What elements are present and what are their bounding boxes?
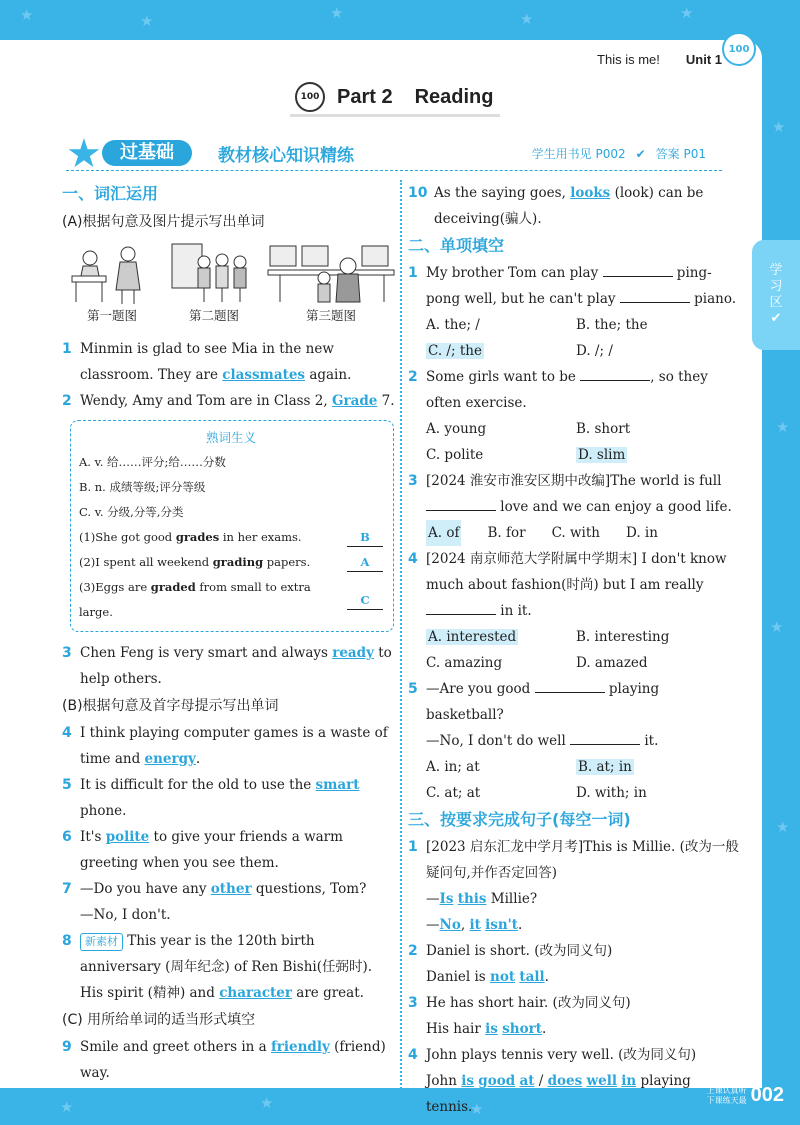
banner-label: 过基础 [102, 140, 192, 166]
question-text: are great. [292, 985, 364, 1001]
question-text: to give your friends a warm greeting when you see them. [80, 829, 343, 871]
question-text: This is Millie. (改为一般疑问句,并作否定回答) [426, 839, 739, 881]
answer-text: this [457, 891, 487, 907]
options [426, 754, 740, 806]
question-text: —Are you good [426, 681, 535, 697]
students-illustration [164, 240, 264, 306]
answer-text: at [519, 1073, 535, 1089]
option-c-correct: C. /; the [428, 343, 482, 359]
blank-line [570, 729, 640, 745]
question-item [62, 640, 396, 692]
word-meaning-box [70, 420, 394, 632]
box-sentence [79, 525, 383, 550]
question-text: Millie? [486, 891, 538, 907]
part-heading: Reading [414, 85, 494, 108]
question-number: 8 [62, 933, 72, 949]
brand-logo: 100 [722, 32, 756, 66]
answer-text: isn't [485, 917, 519, 933]
sentence-text: from small to extra large. [79, 580, 311, 619]
question-text: As the saying goes, [434, 185, 571, 201]
question-text: —No, I don't do well [426, 733, 571, 749]
question-text: —Do you have any [80, 881, 211, 897]
option-b-correct: B. at; in [578, 759, 632, 775]
right-column [408, 180, 740, 1120]
answer-text: is [485, 1021, 498, 1037]
mc-question [408, 546, 740, 676]
picture-caption: 第二题图 [188, 308, 239, 323]
option-d-correct: D. slim [578, 447, 626, 463]
sentence-text: (3)Eggs are [79, 580, 151, 594]
picture-caption: 第一题图 [86, 308, 137, 323]
answer-text: it [469, 917, 481, 933]
sentence-text: in her exams. [219, 530, 302, 544]
answer-text: ready [332, 645, 374, 661]
bg-star-icon: ★ [776, 418, 790, 436]
option-d: D. in [626, 525, 658, 541]
bg-star-icon: ★ [776, 818, 790, 836]
question-text: (look) can be deceiving(骗人). [434, 185, 704, 227]
options [426, 624, 740, 676]
question-text: . [195, 751, 201, 767]
bg-star-icon: ★ [330, 4, 344, 22]
answer-text: energy [144, 751, 196, 767]
part-label: Part 2 [337, 85, 393, 108]
bg-star-icon: ★ [20, 6, 34, 24]
question-item [62, 876, 396, 928]
picture-1 [62, 240, 162, 336]
slogan-line: 下课练天最 [706, 1095, 747, 1105]
question-item [62, 388, 396, 414]
options [426, 520, 740, 546]
tab-char: 学 [769, 263, 783, 278]
question-text: This year is the 120th birth anniversary (周年纪念) of Ren Bishi(任弼时). His spirit (精神) and [80, 933, 373, 1001]
option-a: A. young [426, 421, 487, 437]
computer-room-illustration [266, 240, 396, 306]
box-title: 熟词生义 [205, 430, 256, 445]
page-number [707, 1084, 784, 1107]
keyword: graded [150, 580, 196, 594]
new-material-tag: 新素材 [80, 933, 123, 951]
answer-text: No [439, 917, 461, 933]
answer-text: Grade [331, 393, 378, 409]
subsection-heading: (B)根据句意及首字母提示写出单词 [62, 698, 279, 714]
sentence-question: 2 Daniel is short. (改为同义句) Daniel is not tall. [408, 938, 740, 990]
question-text: piano. [689, 291, 737, 307]
question-item [62, 772, 396, 824]
definition-b: B. n. 成绩等级;评分等级 [79, 480, 206, 494]
section-banner [66, 131, 722, 177]
question-text: Minmin is glad to see Mia in the new classroom. They are [80, 341, 334, 383]
question-text: The world is full [610, 473, 722, 489]
title-underline [290, 114, 500, 117]
blank-line [535, 677, 605, 693]
part-badge-icon: 100 [295, 82, 325, 112]
answer-ref: 答案 P01 [655, 147, 706, 161]
bg-star-icon: ★ [772, 118, 786, 136]
study-area-tab[interactable] [752, 240, 800, 350]
blank-line [603, 261, 673, 277]
question-text: playing tennis. [426, 1073, 691, 1115]
blank-line [580, 365, 650, 381]
option-a-correct: A. of [426, 520, 461, 546]
question-text: (friend) way. [80, 1039, 386, 1081]
slogan-line: 上课认真听 [706, 1085, 747, 1095]
option-d: D. /; / [576, 343, 613, 359]
unit-label: Unit 1 [685, 52, 722, 67]
question-source: [2024 淮安市淮安区期中改编] [426, 473, 611, 489]
sentence-question: 4 John plays tennis very well. (改为同义句) John is good at / does well in playing tennis. [408, 1042, 740, 1120]
box-sentence [79, 550, 383, 575]
part-title [295, 82, 494, 112]
answer-text: in [621, 1073, 637, 1089]
answer-text: good [478, 1073, 516, 1089]
option-c: C. polite [426, 447, 484, 463]
answer-text: other [210, 881, 252, 897]
question-source: [2023 启东汇龙中学月考] [426, 839, 584, 855]
question-number: 7 [62, 881, 72, 897]
option-a: A. in; at [426, 759, 480, 775]
question-item [62, 336, 396, 388]
box-answer: A [347, 553, 383, 572]
question-number: 1 [408, 839, 418, 855]
question-text: Chen Feng is very smart and always [80, 645, 333, 661]
sentence-text: papers. [263, 555, 311, 569]
sentence-text: (1)She got good [79, 530, 176, 544]
question-text: ping-pong well, but he can't play [426, 265, 712, 307]
sentence-question: 1 [2023 启东汇龙中学月考]This is Millie. (改为一般疑问句,并作否定回答) —Is this Millie? —No, it isn't. [408, 834, 740, 938]
question-item [62, 928, 396, 1006]
answer-text: not [490, 969, 516, 985]
answer-text: character [219, 985, 292, 1001]
answer-text: short [502, 1021, 542, 1037]
question-number: 2 [408, 369, 418, 385]
definition-a: A. v. 给……评分;给……分数 [79, 455, 226, 469]
section-heading: 三、按要求完成句子(每空一词) [408, 810, 631, 829]
question-number: 4 [408, 1047, 418, 1063]
bg-star-icon: ★ [680, 4, 694, 22]
question-text: —No, I don't. [80, 907, 171, 923]
question-number: 4 [62, 725, 72, 741]
option-a-correct: A. interested [428, 629, 517, 645]
keyword: grades [175, 530, 220, 544]
left-column [62, 180, 396, 1086]
question-item [62, 1034, 396, 1086]
mc-question [408, 260, 740, 364]
question-item [62, 824, 396, 876]
picture-2 [164, 240, 264, 336]
option-c: C. amazing [426, 655, 503, 671]
question-text: Daniel is [426, 969, 491, 985]
question-text: Wendy, Amy and Tom are in Class 2, [80, 393, 332, 409]
sentence-text: (2)I spent all weekend [79, 555, 213, 569]
question-text: 7. [377, 393, 395, 409]
options [426, 312, 740, 364]
question-number: 2 [408, 943, 418, 959]
bg-star-icon: ★ [520, 10, 534, 28]
options [426, 416, 740, 468]
classroom-illustration [62, 240, 162, 306]
question-item [62, 720, 396, 772]
bg-star-icon: ★ [140, 12, 154, 30]
blank-line [426, 495, 496, 511]
answer-text: well [586, 1073, 617, 1089]
column-divider [400, 180, 402, 1100]
question-text: , so they often exercise. [426, 369, 708, 411]
option-b: B. short [576, 421, 631, 437]
banner-subtitle: 教材核心知识精练 [218, 146, 354, 166]
question-text: John [426, 1073, 462, 1089]
question-text: It's [80, 829, 106, 845]
mc-question [408, 468, 740, 546]
question-number: 5 [408, 681, 418, 697]
box-sentence [79, 575, 383, 625]
question-text: phone. [80, 803, 127, 819]
answer-text: looks [570, 185, 611, 201]
tab-char: 习 [769, 279, 783, 294]
question-text: His hair [426, 1021, 486, 1037]
question-text: He has short hair. (改为同义句) [426, 995, 631, 1011]
question-item [408, 180, 740, 232]
check-icon: ✔ [770, 311, 782, 326]
answer-text: friendly [270, 1039, 330, 1055]
answer-text: polite [105, 829, 150, 845]
box-answer: C [347, 591, 383, 610]
option-d: D. amazed [576, 655, 648, 671]
question-number: 3 [408, 473, 418, 489]
question-text: Daniel is short. (改为同义句) [426, 943, 613, 959]
bg-star-icon: ★ [470, 1100, 484, 1118]
question-text: It is difficult for the old to use the [80, 777, 316, 793]
question-text: it. [640, 733, 659, 749]
question-text: playing basketball? [426, 681, 660, 723]
book-ref: 学生用书见 P002 [531, 147, 626, 161]
subsection-heading: (A)根据句意及图片提示写出单词 [62, 214, 265, 230]
lesson-title: This is me! [597, 52, 660, 67]
question-number: 9 [62, 1039, 72, 1055]
section-heading: 二、单项填空 [408, 236, 505, 255]
dashed-divider [66, 170, 722, 171]
option-c: C. at; at [426, 785, 481, 801]
tab-char: 区 [769, 295, 783, 310]
question-number: 3 [62, 645, 72, 661]
question-number: 1 [408, 265, 418, 281]
subsection-heading: (C) 用所给单词的适当形式填空 [62, 1012, 256, 1028]
mc-question [408, 676, 740, 806]
mc-question [408, 364, 740, 468]
picture-caption: 第三题图 [305, 308, 356, 323]
question-text: John plays tennis very well. (改为同义句) [426, 1047, 697, 1063]
blank-line [426, 599, 496, 615]
answer-text: does [547, 1073, 583, 1089]
option-b: B. the; the [576, 317, 648, 333]
question-number: 4 [408, 551, 418, 567]
picture-row [62, 240, 396, 336]
option-d: D. with; in [576, 785, 647, 801]
option-b: B. for [487, 525, 526, 541]
picture-3 [266, 240, 396, 336]
question-text: Some girls want to be [426, 369, 581, 385]
question-number: 10 [408, 185, 428, 201]
question-source: [2024 南京师范大学附属中学期末] [426, 551, 638, 567]
question-number: 3 [408, 995, 418, 1011]
question-text: again. [305, 367, 352, 383]
question-number: 1 [62, 341, 72, 357]
question-text: Smile and greet others in a [80, 1039, 271, 1055]
option-b: B. interesting [576, 629, 670, 645]
answer-text: tall [519, 969, 545, 985]
blank-line [620, 287, 690, 303]
question-text: questions, Tom? [251, 881, 367, 897]
banner-refs [532, 145, 706, 162]
answer-text: smart [315, 777, 360, 793]
check-icon: ✔ [635, 147, 646, 161]
section-heading: 一、词汇运用 [62, 184, 159, 203]
keyword: grading [212, 555, 264, 569]
bg-star-icon: ★ [770, 618, 784, 636]
answer-text: is [461, 1073, 474, 1089]
answer-text: Is [439, 891, 454, 907]
box-answer: B [347, 528, 383, 547]
question-number: 6 [62, 829, 72, 845]
bg-star-icon: ★ [60, 1098, 74, 1116]
sentence-question: 3 He has short hair. (改为同义句) His hair is short. [408, 990, 740, 1042]
bg-star-icon: ★ [260, 1094, 274, 1112]
question-text: to help others. [80, 645, 392, 687]
page-header [597, 52, 722, 67]
question-number: 5 [62, 777, 72, 793]
definition-c: C. v. 分级,分等,分类 [79, 505, 184, 519]
question-number: 2 [62, 393, 72, 409]
answer-text: classmates [222, 367, 306, 383]
question-text: I think playing computer games is a waste of time and [80, 725, 388, 767]
question-text: I don't know much about fashion(时尚) but I am really [426, 551, 727, 593]
option-c: C. with [551, 525, 600, 541]
question-text: love and we can enjoy a good life. [496, 499, 732, 515]
question-text: in it. [496, 603, 532, 619]
page-number-value: 002 [750, 1084, 784, 1106]
option-a: A. the; / [426, 317, 480, 333]
star-icon: ★ [66, 131, 102, 177]
question-text: My brother Tom can play [426, 265, 603, 281]
